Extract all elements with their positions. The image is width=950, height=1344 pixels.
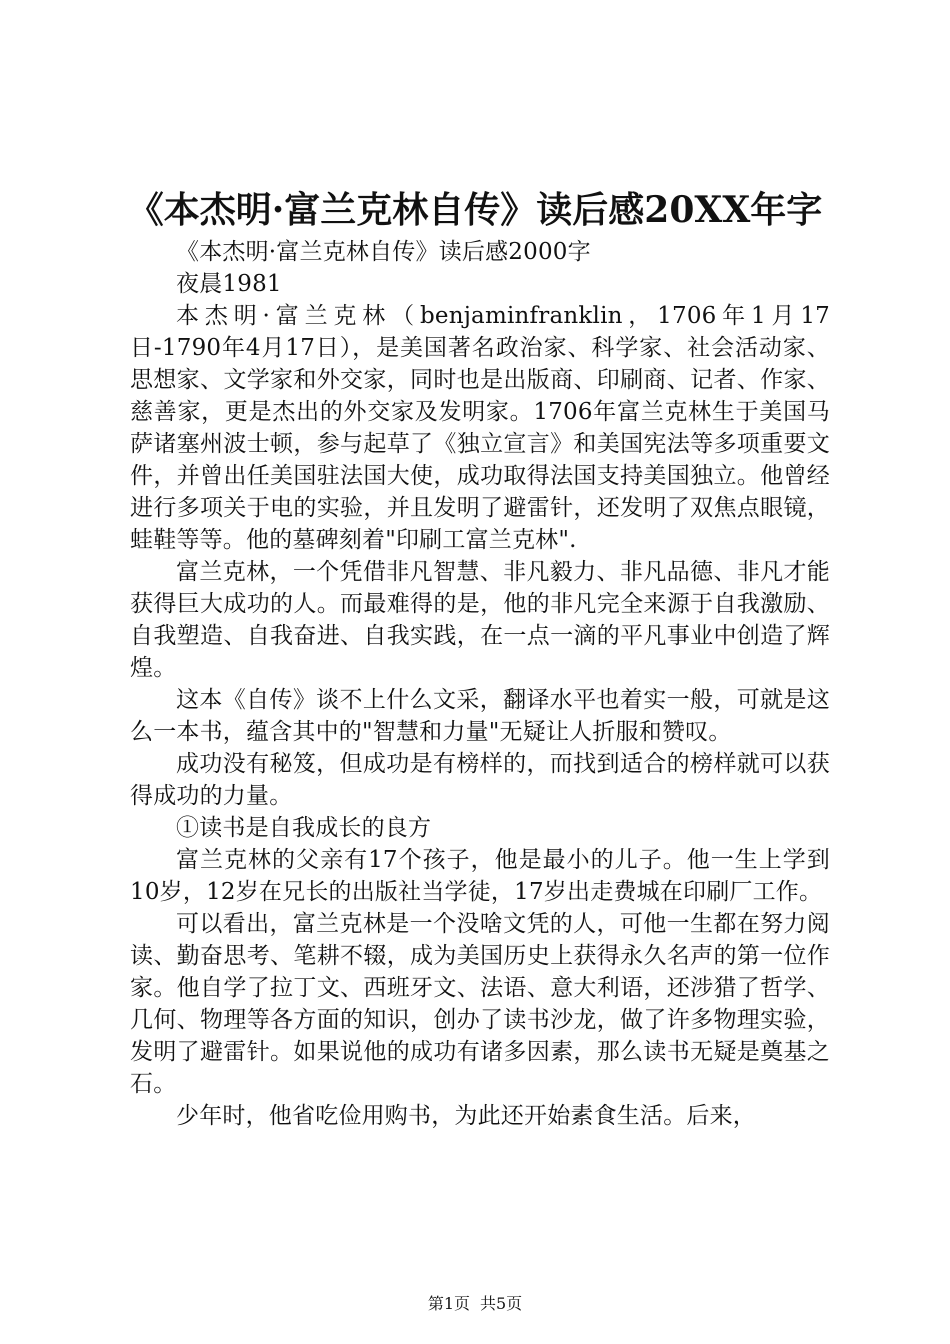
page-footer [0,1294,950,1314]
section-heading: ①读书是自我成长的良方 [176,815,432,841]
document-title: 《本杰明·富兰克林自传》读后感20XX年字 [127,189,823,231]
paragraph: 这本《自传》谈不上什么文采，翻译水平也着实一般，可就是这么一本书，蕴含其中的"智慧和力量"无疑让人折服和赞叹。 [130,687,830,745]
paragraph-intro: 本杰明·富兰克林（benjaminfranklin，1706年1月17日-1790年4月17日），是美国著名政治家、科学家、社会活动家、思想家、文学家和外交家，同时也是出版商、印刷商、记者、作家、慈善家，更是杰出的外交家及发明家。1706年富兰克林生于美国马萨诸塞州波士顿，参与起草了《独立宣言》和美国宪法等多项重要文件，并曾出任美国驻法国大使，成功取得法国支持美国独立。他曾经进行多项关于电的实验，并且发明了避雷针，还发明了双焦点眼镜，蛙鞋等等。他的墓碑刻着"印刷工富兰克林". [130,303,830,553]
paragraph-author: 夜晨1981 [176,271,282,297]
page-total: 共5页 [480,1294,523,1313]
paragraph: 少年时，他省吃俭用购书，为此还开始素食生活。后来， [176,1103,756,1129]
paragraph: 富兰克林的父亲有17个孩子，他是最小的儿子。他一生上学到10岁，12岁在兄长的出版社当学徒，17岁出走费城在印刷厂工作。 [130,847,830,905]
paragraph: 可以看出，富兰克林是一个没啥文凭的人，可他一生都在努力阅读、勤奋思考、笔耕不辍，成为美国历史上获得永久名声的第一位作家。他自学了拉丁文、西班牙文、法语、意大利语，还涉猎了哲学、几何、物理等各方面的知识，创办了读书沙龙，做了许多物理实验，发明了避雷针。如果说他的成功有诸多因素，那么读书无疑是奠基之石。 [130,911,830,1097]
page-number: 第1页 [427,1294,470,1313]
paragraph: 富兰克林，一个凭借非凡智慧、非凡毅力、非凡品德、非凡才能获得巨大成功的人。而最难得的是，他的非凡完全来源于自我激励、自我塑造、自我奋进、自我实践，在一点一滴的平凡事业中创造了辉煌。 [130,559,830,681]
paragraph: 成功没有秘笈，但成功是有榜样的，而找到适合的榜样就可以获得成功的力量。 [130,751,830,809]
paragraph-subtitle: 《本杰明·富兰克林自传》读后感2000字 [176,239,591,265]
document-body [130,236,830,1132]
